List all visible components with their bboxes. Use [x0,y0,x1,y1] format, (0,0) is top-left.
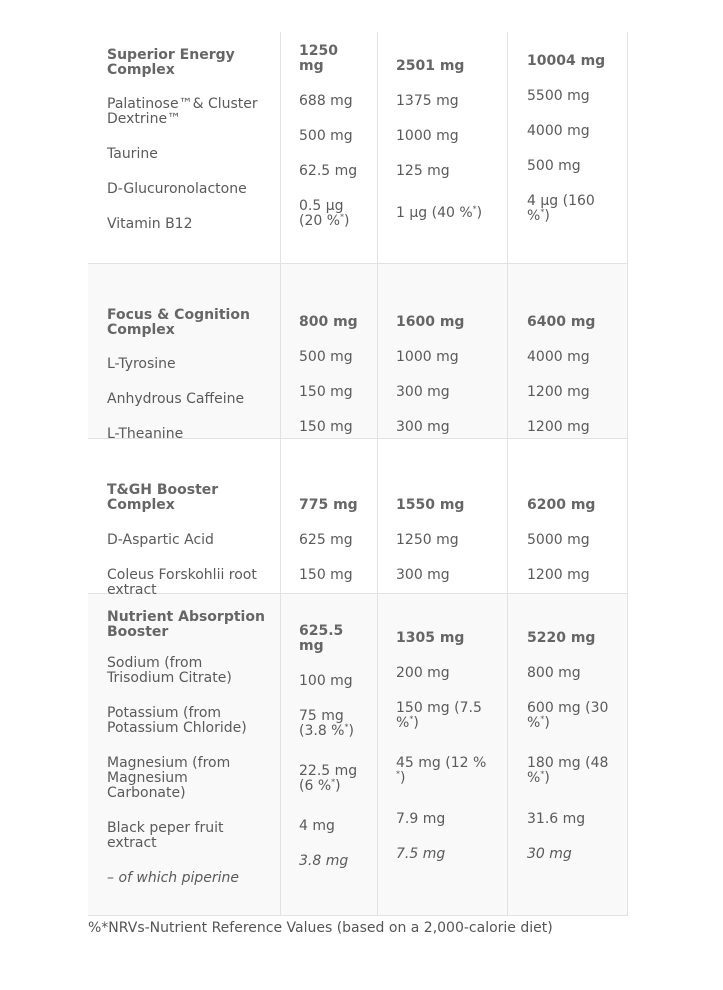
ingredient-name: – of which piperine [107,870,240,886]
ingredient-name: Anhydrous Caffeine [107,391,245,407]
ingredient-name: Taurine [107,146,158,162]
ingredient-value: 1250 mg [396,532,459,548]
ingredient-name: Magnesium (from Magnesium Carbonate) [107,755,231,801]
ingredient-value: 150 mg (7.5 %*) [396,700,482,731]
table-right-border [627,32,628,916]
ingredient-value: 150 mg [299,419,353,435]
ingredient-value: 0.5 µg (20 %*) [299,198,350,229]
section-total-value: 10004 mg [527,53,606,69]
section-header: T&GH Booster Complex [107,482,219,513]
ingredient-value: 150 mg [299,384,353,400]
section-total-value: 6200 mg [527,497,596,513]
column-divider [280,32,281,916]
ingredient-value: 62.5 mg [299,163,358,179]
ingredient-value: 625 mg [299,532,353,548]
ingredient-value: 800 mg [527,665,581,681]
ingredient-value: 7.5 mg [396,846,446,862]
ingredient-value: 1200 mg [527,384,590,400]
ingredient-value: 22.5 mg (6 %*) [299,763,358,794]
ingredient-value: 30 mg [527,846,572,862]
ingredient-name: D-Aspartic Acid [107,532,214,548]
section-total-value: 775 mg [299,497,358,513]
ingredient-name: Black peper fruit extract [107,820,224,851]
ingredient-value: 45 mg (12 % *) [396,755,487,786]
section-header: Focus & Cognition Complex [107,307,250,338]
section-total-value: 625.5 mg [299,623,344,654]
section-total-value: 800 mg [299,314,358,330]
ingredient-value: 75 mg (3.8 %*) [299,708,354,739]
ingredient-value: 125 mg [396,163,450,179]
ingredient-value: 150 mg [299,567,353,583]
footnote: %*NRVs-Nutrient Reference Values (based on a 2,000-calorie diet) [88,920,553,936]
ingredient-name: L-Tyrosine [107,356,176,372]
ingredient-name: Potassium (from Potassium Chloride) [107,705,247,736]
ingredient-value: 1 µg (40 %*) [396,204,483,221]
ingredient-value: 300 mg [396,384,450,400]
ingredient-name: Vitamin B12 [107,216,193,232]
section-total-value: 1550 mg [396,497,465,513]
section-header: Nutrient Absorption Booster [107,609,265,640]
ingredient-value: 200 mg [396,665,450,681]
ingredient-name: Sodium (from Trisodium Citrate) [107,655,232,686]
section-total-value: 2501 mg [396,58,465,74]
ingredient-name: D-Glucuronolactone [107,181,247,197]
column-divider [507,32,508,916]
ingredient-value: 1000 mg [396,349,459,365]
section-total-value: 1305 mg [396,630,465,646]
ingredient-value: 500 mg [299,128,353,144]
ingredient-name: Coleus Forskohlii root extract [107,567,257,598]
ingredient-value: 1200 mg [527,567,590,583]
ingredient-value: 3.8 mg [299,853,349,869]
section-total-value: 5220 mg [527,630,596,646]
ingredient-value: 4000 mg [527,123,590,139]
ingredient-value: 1375 mg [396,93,459,109]
ingredient-value: 100 mg [299,673,353,689]
ingredient-value: 7.9 mg [396,811,446,827]
ingredient-value: 31.6 mg [527,811,586,827]
ingredient-value: 500 mg [299,349,353,365]
section-total-value: 1600 mg [396,314,465,330]
section-total-value: 1250 mg [299,43,338,74]
ingredient-value: 688 mg [299,93,353,109]
ingredient-value: 1000 mg [396,128,459,144]
ingredient-value: 4 mg [299,818,335,834]
ingredient-name: L-Theanine [107,426,184,442]
ingredient-value: 5500 mg [527,88,590,104]
section-header: Superior Energy Complex [107,47,235,78]
section-total-value: 6400 mg [527,314,596,330]
ingredient-value: 180 mg (48 %*) [527,755,609,786]
nutrition-table [88,32,628,916]
ingredient-value: 300 mg [396,419,450,435]
ingredient-value: 500 mg [527,158,581,174]
ingredient-value: 4000 mg [527,349,590,365]
ingredient-value: 5000 mg [527,532,590,548]
ingredient-name: Palatinose™& Cluster Dextrine™ [107,96,258,127]
ingredient-value: 300 mg [396,567,450,583]
ingredient-value: 600 mg (30 %*) [527,700,609,731]
ingredient-value: 4 µg (160 %*) [527,193,595,224]
ingredient-value: 1200 mg [527,419,590,435]
